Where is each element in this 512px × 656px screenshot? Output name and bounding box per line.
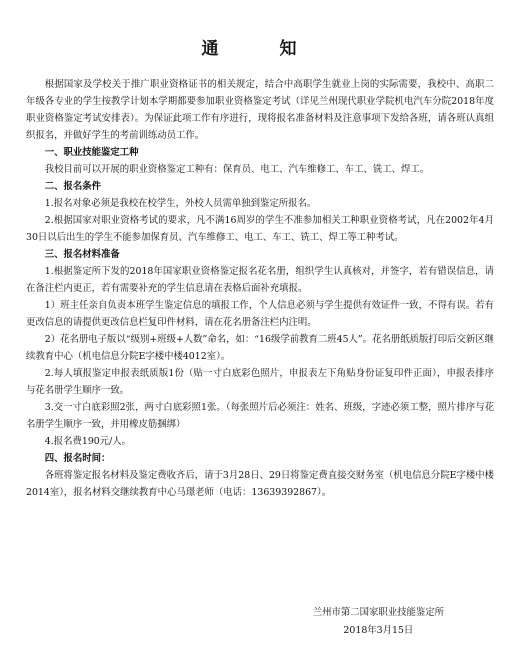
intro-paragraph: 根据国家及学校关于推广职业资格证书的相关规定，结合中高职学生就业上岗的实际需要，我校中、高职二年级各专业的学生按教学计划本学期都要参加职业资格鉴定考试（详见兰州现代职业学院机电汽车分院2018年度职业资格鉴定考试安排表）。为保证此项工作有序进行，现将报名准备材料及注意事项下发给各班，请各班认真组织报名，并做好学生的考前训练动员工作。 (26, 79, 494, 141)
section-heading-3: 三、报名材料准备 (44, 249, 120, 260)
section-2-item-1: 1.报名对象必须是我校在校学生，外校人员需单独到鉴定所报名。 (44, 198, 317, 209)
section-heading-4: 四、报名时间： (44, 453, 111, 464)
section-3-item-4: 4.报名费190元/人。 (44, 436, 132, 447)
signature-date: 2018年3月15日 (343, 625, 414, 636)
signature-block (313, 604, 444, 640)
section-heading-1: 一、职业技能鉴定工种 (44, 147, 139, 158)
section-2-item-2: 2.根据国家对职业资格考试的要求，凡不满16周岁的学生不准参加相关工种职业资格考试，凡在2002年4月30日以后出生的学生不能参加保育员、汽车维修工、电工、车工、铣工、焊工等工种考试。 (26, 215, 494, 243)
section-heading-2: 二、报名条件 (44, 181, 102, 192)
section-3-item-2: 2.每人填报鉴定申报表纸质版1份（贴一寸白底彩色照片，申报表左下角贴身份证复印件正面），申报表排序与花名册学生顺序一致。 (26, 368, 494, 396)
signature-organization: 兰州市第二国家职业技能鉴定所 (312, 607, 444, 618)
section-3-item-1b: 2）花名册电子版以“级别+班级+人数”命名，如：“16级学前教育二班45人”。花名册纸质版打印后交新区继续教育中心（机电信息分院E字楼中楼4012室）。 (26, 334, 494, 362)
section-4-paragraph: 各班将鉴定报名材料及鉴定费收齐后，请于3月28日、29日将鉴定费直接交财务室（机电信息分院E字楼中楼2014室），报名材料交继续教育中心马璟老师（电话：13639392867）。 (26, 470, 494, 498)
section-3-item-1a: 1）班主任亲自负责本班学生鉴定信息的填报工作，个人信息必须与学生提供有效证件一致，不得有误。若有更改信息的请提供更改信息栏复印件材料，请在花名册备注栏内注明。 (26, 300, 494, 328)
document-title: 通 知 (201, 39, 319, 59)
section-3-item-3: 3.交一寸白底彩照2张，两寸白底彩照1张。（每张照片后必须注：姓名、班级，字迹必须工整，照片排序与花名册学生顺序一致，并用橡皮筋捆绑） (26, 402, 494, 430)
section-1-paragraph: 我校目前可以开展的职业资格鉴定工种有：保育员、电工、汽车维修工、车工、铣工、焊工。 (44, 164, 430, 175)
section-3-item-1: 1.根据鉴定所下发的2018年国家职业资格鉴定报名花名册，组织学生认真核对，并签字，若有错误信息，请在备注栏内更正，若有需要补充的学生信息请在表格后面补充填报。 (26, 266, 494, 294)
